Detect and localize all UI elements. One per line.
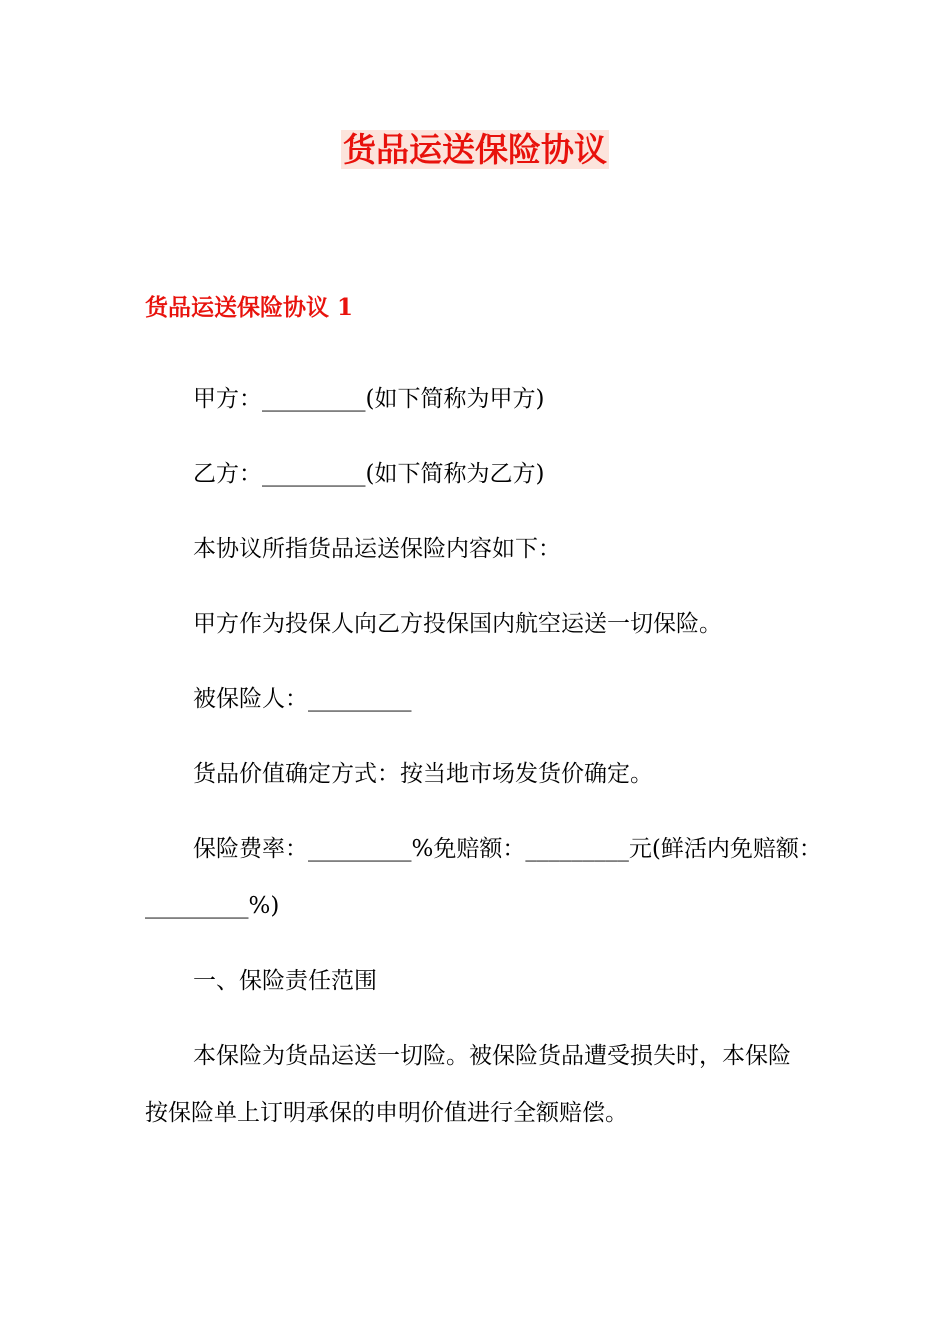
- section-heading: 货品运送保险协议 1: [145, 294, 354, 321]
- party-b-line: 乙方：_________(如下简称为乙方): [193, 461, 545, 487]
- scope-paragraph-line-1: 本保险为货品运送一切险。被保险货品遭受损失时，本保险: [193, 1043, 791, 1069]
- insured-line: 被保险人：_________: [193, 686, 412, 712]
- rate-line-2: _________%): [145, 893, 280, 919]
- valuation-line: 货品价值确定方式：按当地市场发货价确定。: [193, 761, 653, 787]
- scope-heading: 一、保险责任范围: [193, 968, 377, 994]
- document-title: [0, 128, 950, 172]
- rate-line-1: 保险费率：_________%免赔额：_________元(鲜活内免赔额：: [193, 836, 822, 862]
- document-title-text: 货品运送保险协议: [343, 130, 607, 169]
- party-a-line: 甲方：_________(如下简称为甲方): [193, 386, 545, 412]
- scope-paragraph-line-2: 按保险单上订明承保的申明价值进行全额赔偿。: [145, 1100, 628, 1126]
- insurance-statement-line: 甲方作为投保人向乙方投保国内航空运送一切保险。: [193, 611, 722, 637]
- intro-line: 本协议所指货品运送保险内容如下：: [193, 536, 561, 562]
